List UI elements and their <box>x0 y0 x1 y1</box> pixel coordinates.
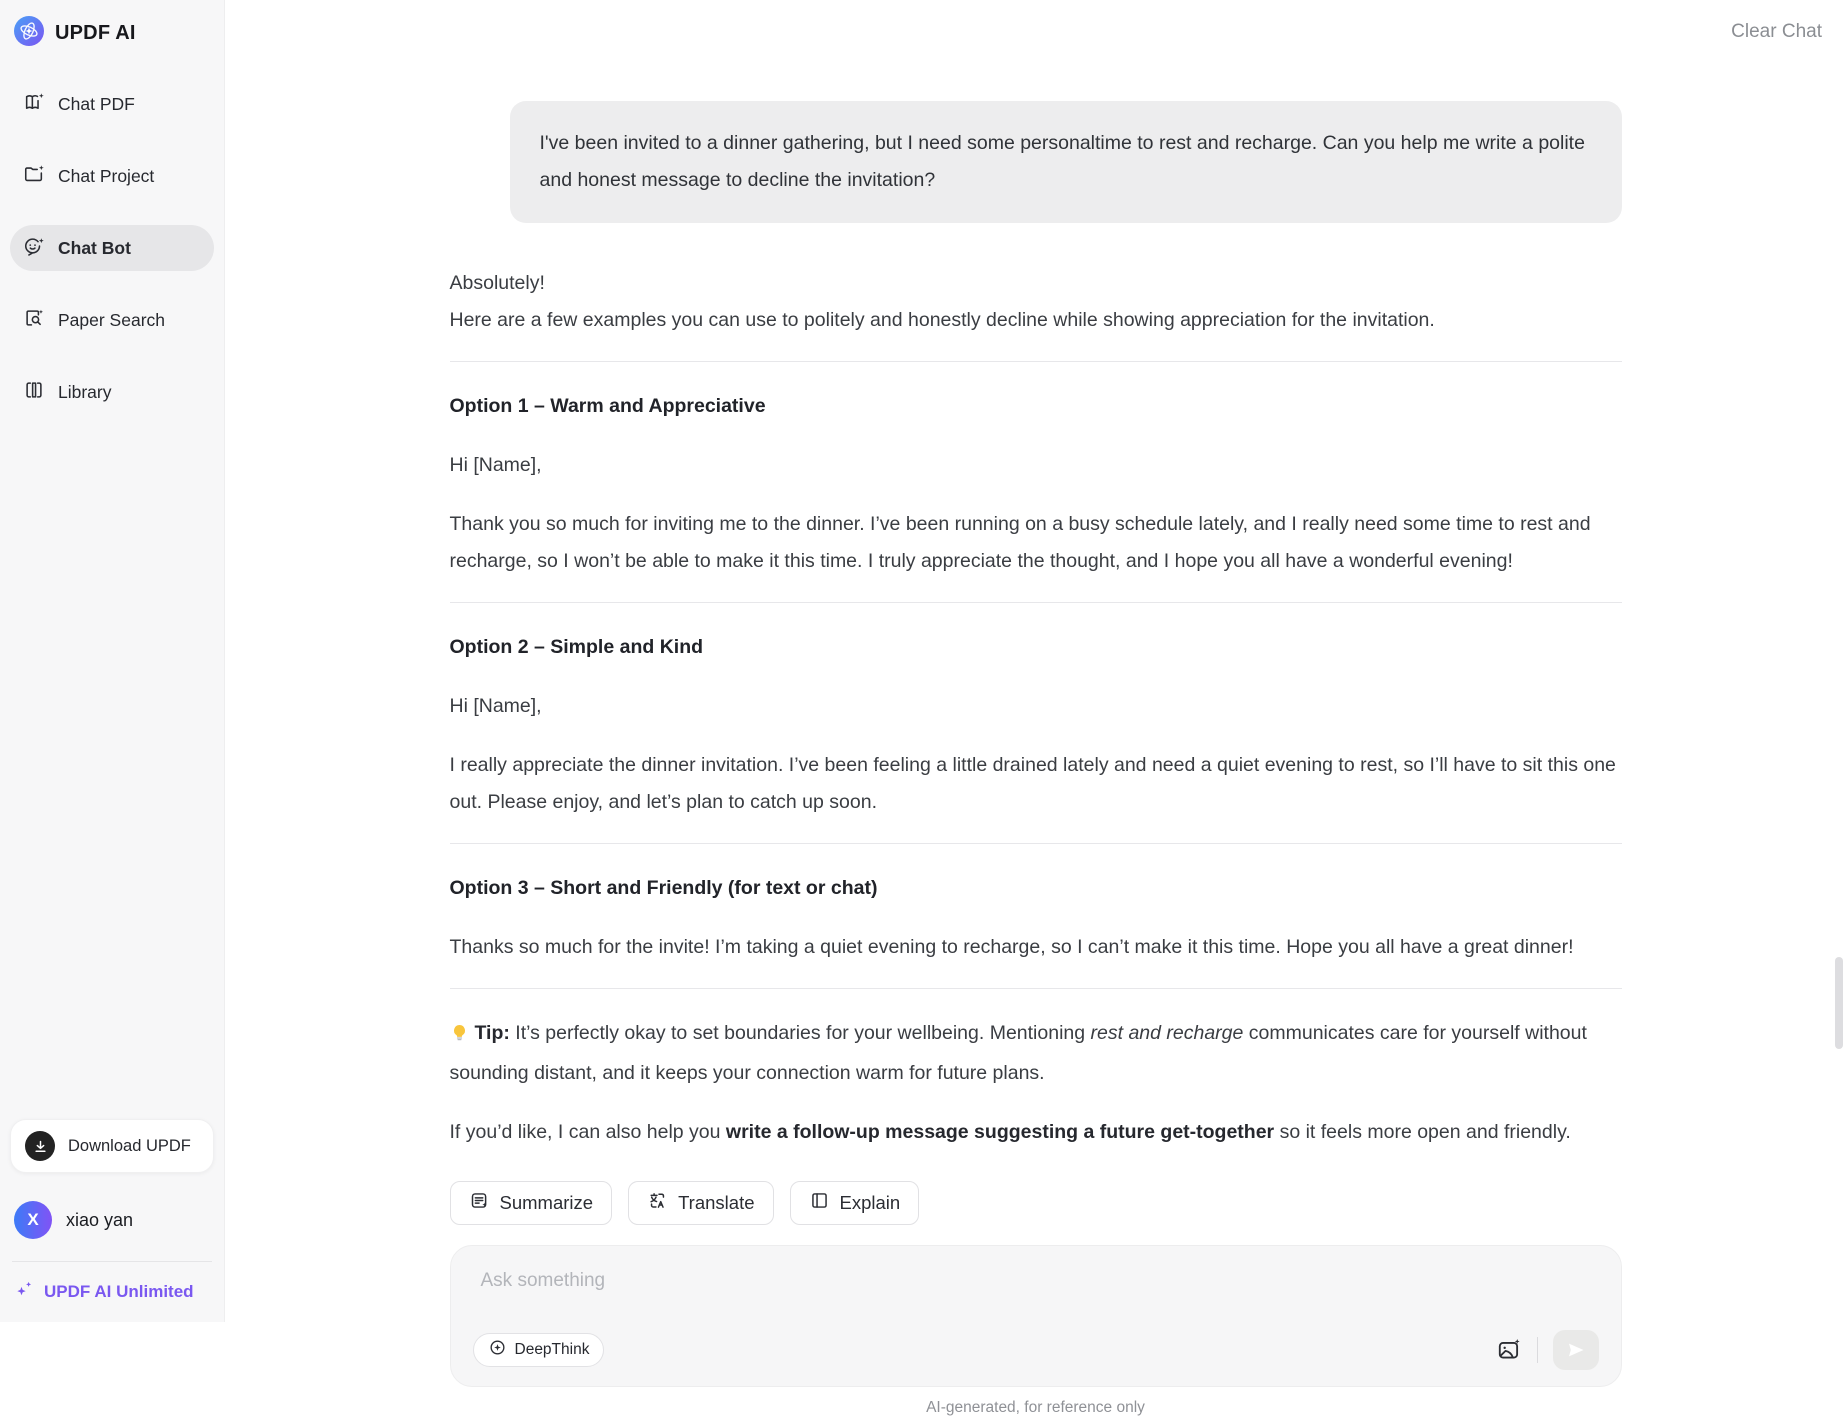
lightbulb-icon <box>450 1018 469 1055</box>
clear-chat-button[interactable]: Clear Chat <box>1731 21 1822 42</box>
send-button[interactable] <box>1553 1330 1599 1370</box>
explain-button[interactable] <box>790 1181 920 1225</box>
upgrade-link[interactable] <box>10 1279 214 1308</box>
translate-icon <box>647 1190 668 1216</box>
option3-heading: Option 3 – Short and Friendly (for text or chat) <box>449 877 878 899</box>
sidebar-item-library[interactable] <box>10 369 214 415</box>
followup-text-1: If you’d like, I can also help you <box>449 1121 726 1143</box>
translate-label: Translate <box>678 1192 755 1213</box>
option2-heading: Option 2 – Simple and Kind <box>449 636 704 658</box>
option1-greeting: Hi [Name], <box>449 454 542 476</box>
user-account-row[interactable] <box>10 1201 214 1239</box>
user-name: xiao yan <box>66 1209 134 1230</box>
sidebar-item-label: Paper Search <box>58 309 166 330</box>
tip-italic-text: rest and recharge <box>1090 1022 1244 1044</box>
ask-input[interactable] <box>479 1268 1593 1312</box>
explain-book-icon <box>809 1190 830 1216</box>
section-divider <box>450 843 1622 844</box>
sidebar-item-chat-bot[interactable] <box>10 225 214 271</box>
tip-text-1: It’s perfectly okay to set boundaries for your wellbeing. Mentioning <box>509 1022 1091 1044</box>
download-icon <box>25 1131 55 1161</box>
quick-actions-row <box>450 1181 1622 1225</box>
option2-body: I really appreciate the dinner invitation. I’ve been feeling a little drained lately and need a quiet evening to rest, so I’ll have to sit this one out. Please enjoy, and let’s plan to catch up soon. <box>449 754 1616 813</box>
sidebar <box>0 0 225 1322</box>
avatar: X <box>14 1201 52 1239</box>
sidebar-spacer <box>10 441 214 1119</box>
option2-greeting: Hi [Name], <box>449 695 542 717</box>
sidebar-item-label: Chat PDF <box>58 93 135 114</box>
folder-sparkle-icon <box>23 163 45 190</box>
tip-label: Tip: <box>474 1022 510 1044</box>
summarize-label: Summarize <box>499 1192 594 1213</box>
user-message-bubble: I've been invited to a dinner gathering, but I need some personaltime to rest and recharge. Can you help me write a polite and honest message to decline the invitation? <box>510 101 1622 223</box>
option3-body: Thanks so much for the invite! I’m taking a quiet evening to recharge, so I can’t make it this time. Hope you all have a great dinner! <box>449 936 1574 958</box>
brand-logo-row <box>10 12 214 51</box>
section-divider <box>450 361 1622 362</box>
assistant-intro-line2: Here are a few examples you can use to politely and honestly decline while showing appreciation for the invitation. <box>449 309 1435 331</box>
library-icon <box>23 379 45 406</box>
sidebar-item-paper-search[interactable] <box>10 297 214 343</box>
sidebar-item-chat-pdf[interactable] <box>10 81 214 127</box>
bot-sparkle-icon <box>23 235 45 262</box>
sidebar-divider <box>12 1261 212 1262</box>
composer-right-tools <box>1496 1330 1599 1370</box>
scrollbar-thumb[interactable] <box>1835 957 1843 1049</box>
followup-paragraph <box>450 1114 1622 1151</box>
ai-disclaimer: AI-generated, for reference only <box>926 1399 1145 1416</box>
deepthink-toggle[interactable] <box>473 1333 605 1367</box>
summarize-button[interactable] <box>450 1181 613 1225</box>
add-image-button[interactable] <box>1496 1337 1522 1363</box>
toolbar-divider <box>1537 1337 1538 1363</box>
tip-text-2: communicates care for yourself without sounding distant, and it keeps your connection warm for future plans. <box>449 1022 1587 1084</box>
updf-ai-logo-icon <box>14 16 44 51</box>
sparkles-icon <box>14 1279 34 1304</box>
atom-icon <box>488 1338 507 1362</box>
download-updf-button[interactable] <box>10 1119 214 1173</box>
assistant-message <box>450 265 1622 1151</box>
chat-thread <box>450 0 1622 1417</box>
sidebar-item-label: Library <box>58 381 112 402</box>
section-divider <box>450 988 1622 989</box>
option1-heading: Option 1 – Warm and Appreciative <box>449 395 766 417</box>
section-divider <box>450 602 1622 603</box>
download-updf-label: Download UPDF <box>68 1136 191 1155</box>
option1-body: Thank you so much for inviting me to the dinner. I’ve been running on a busy schedule lately, and I really need some time to rest and recharge, so I won’t be able to make it this time. I truly appreciate the thought, and I hope you all have a wonderful evening! <box>449 513 1591 572</box>
brand-title: UPDF AI <box>55 22 136 44</box>
composer-toolbar <box>473 1330 1599 1370</box>
book-sparkle-icon <box>23 91 45 118</box>
sidebar-item-label: Chat Project <box>58 165 155 186</box>
summarize-icon <box>469 1190 490 1216</box>
sidebar-item-chat-project[interactable] <box>10 153 214 199</box>
paper-search-icon <box>23 307 45 334</box>
translate-button[interactable] <box>628 1181 773 1225</box>
tip-paragraph <box>450 1015 1622 1092</box>
explain-label: Explain <box>839 1192 901 1213</box>
sidebar-item-label: Chat Bot <box>58 237 131 258</box>
followup-bold-text: write a follow-up message suggesting a future get-together <box>725 1121 1275 1143</box>
chat-main-area <box>225 0 1846 1416</box>
followup-text-2: so it feels more open and friendly. <box>1274 1121 1571 1143</box>
upgrade-label: UPDF AI Unlimited <box>44 1281 194 1301</box>
deepthink-label: DeepThink <box>514 1341 590 1358</box>
assistant-intro-line1: Absolutely! <box>449 272 545 294</box>
composer <box>450 1245 1622 1387</box>
